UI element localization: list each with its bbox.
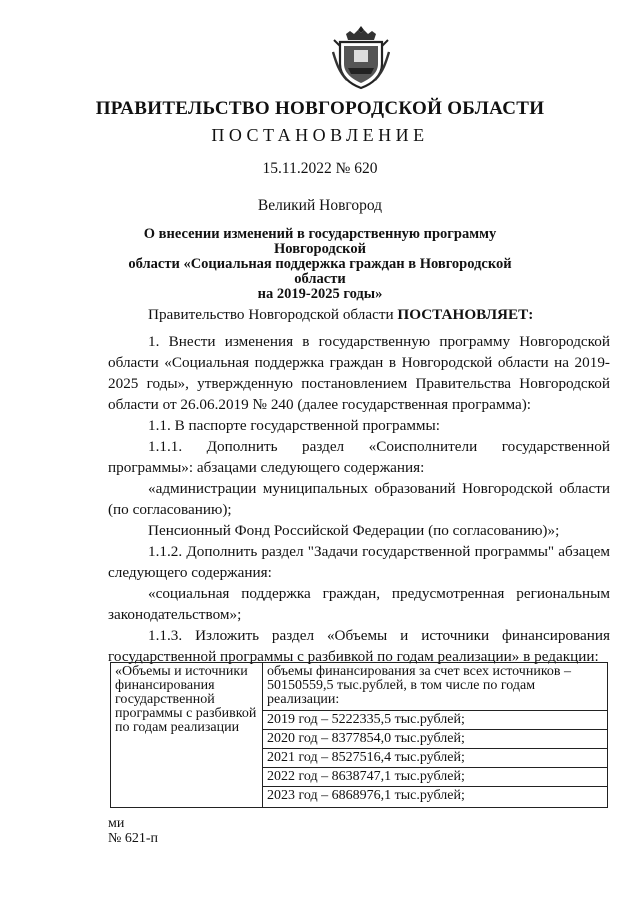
date-number: 15.11.2022 № 620 <box>262 160 378 177</box>
table-value-cell <box>263 663 608 808</box>
subject-line: на 2019-2025 годы» <box>257 286 383 302</box>
paragraph-1-1: 1.1. В паспорте государственной программы: <box>148 417 440 434</box>
document-type: ПОСТАНОВЛЕНИЕ <box>211 125 429 145</box>
financing-total: объемы финансирования за счет всех источников – 50150559,5 тыс.рублей, в том числе по годам реализации: <box>267 664 572 707</box>
financing-year-2020: 2020 год – 8377854,0 тыс.рублей; <box>263 729 607 748</box>
financing-year-2022: 2022 год – 8638747,1 тыс.рублей; <box>263 767 607 786</box>
government-title: ПРАВИТЕЛЬСТВО НОВГОРОДСКОЙ ОБЛАСТИ <box>95 98 545 119</box>
paragraph-1-1-2: 1.1.2. Дополнить раздел "Задачи государственной программы" абзацем следующего содержания: <box>108 543 610 581</box>
table-row <box>111 663 608 808</box>
financing-year-2019: 2019 год – 5222335,5 тыс.рублей; <box>263 710 607 729</box>
document-footer <box>108 816 158 846</box>
footer-initials: ми <box>108 816 125 831</box>
financing-table <box>110 662 608 808</box>
subject-line: области «Социальная поддержка граждан в Новгородской области <box>128 256 512 287</box>
quote-1: «администрации муниципальных образований Новгородской области (по согласованию); <box>108 480 610 518</box>
document-subject <box>110 227 530 302</box>
intro-text: Правительство Новгородской области <box>148 306 398 323</box>
quote-3: «социальная поддержка граждан, предусмотренная региональным законодательством»; <box>108 585 610 623</box>
financing-year-2023: 2023 год – 6868976,1 тыс.рублей; <box>263 786 607 805</box>
paragraph-1-1-3: 1.1.3. Изложить раздел «Объемы и источники финансирования государственной программы с разбивкой по годам реализации» в редакции: <box>108 627 610 665</box>
intro-bold: ПОСТАНОВЛЯЕТ: <box>397 306 534 323</box>
paragraph-1-1-1: 1.1.1. Дополнить раздел «Соисполнители государственной программы»: абзацами следующего содержания: <box>108 438 610 476</box>
decree-intro <box>108 304 610 325</box>
financing-year-2021: 2021 год – 8527516,4 тыс.рублей; <box>263 748 607 767</box>
document-body <box>108 304 610 667</box>
paragraph-1: 1. Внести изменения в государственную программу Новгородской области «Социальная поддержка граждан в Новгородской области на 2019-2025 годы», утвержденную постановлением Правительства Новгородской области от 26.06.2019 № 240 (далее государственная программа): <box>108 333 610 413</box>
quote-2: Пенсионный Фонд Российской Федерации (по согласованию)»; <box>148 522 560 539</box>
city: Великий Новгород <box>257 197 383 214</box>
footer-ref: № 621-п <box>108 831 159 846</box>
novgorod-coat-of-arms-icon <box>332 22 390 90</box>
subject-line: О внесении изменений в государственную программу Новгородской <box>143 226 497 257</box>
table-label-cell: «Объемы и источники финансирования государственной программы с разбивкой по годам реализации <box>111 663 263 808</box>
